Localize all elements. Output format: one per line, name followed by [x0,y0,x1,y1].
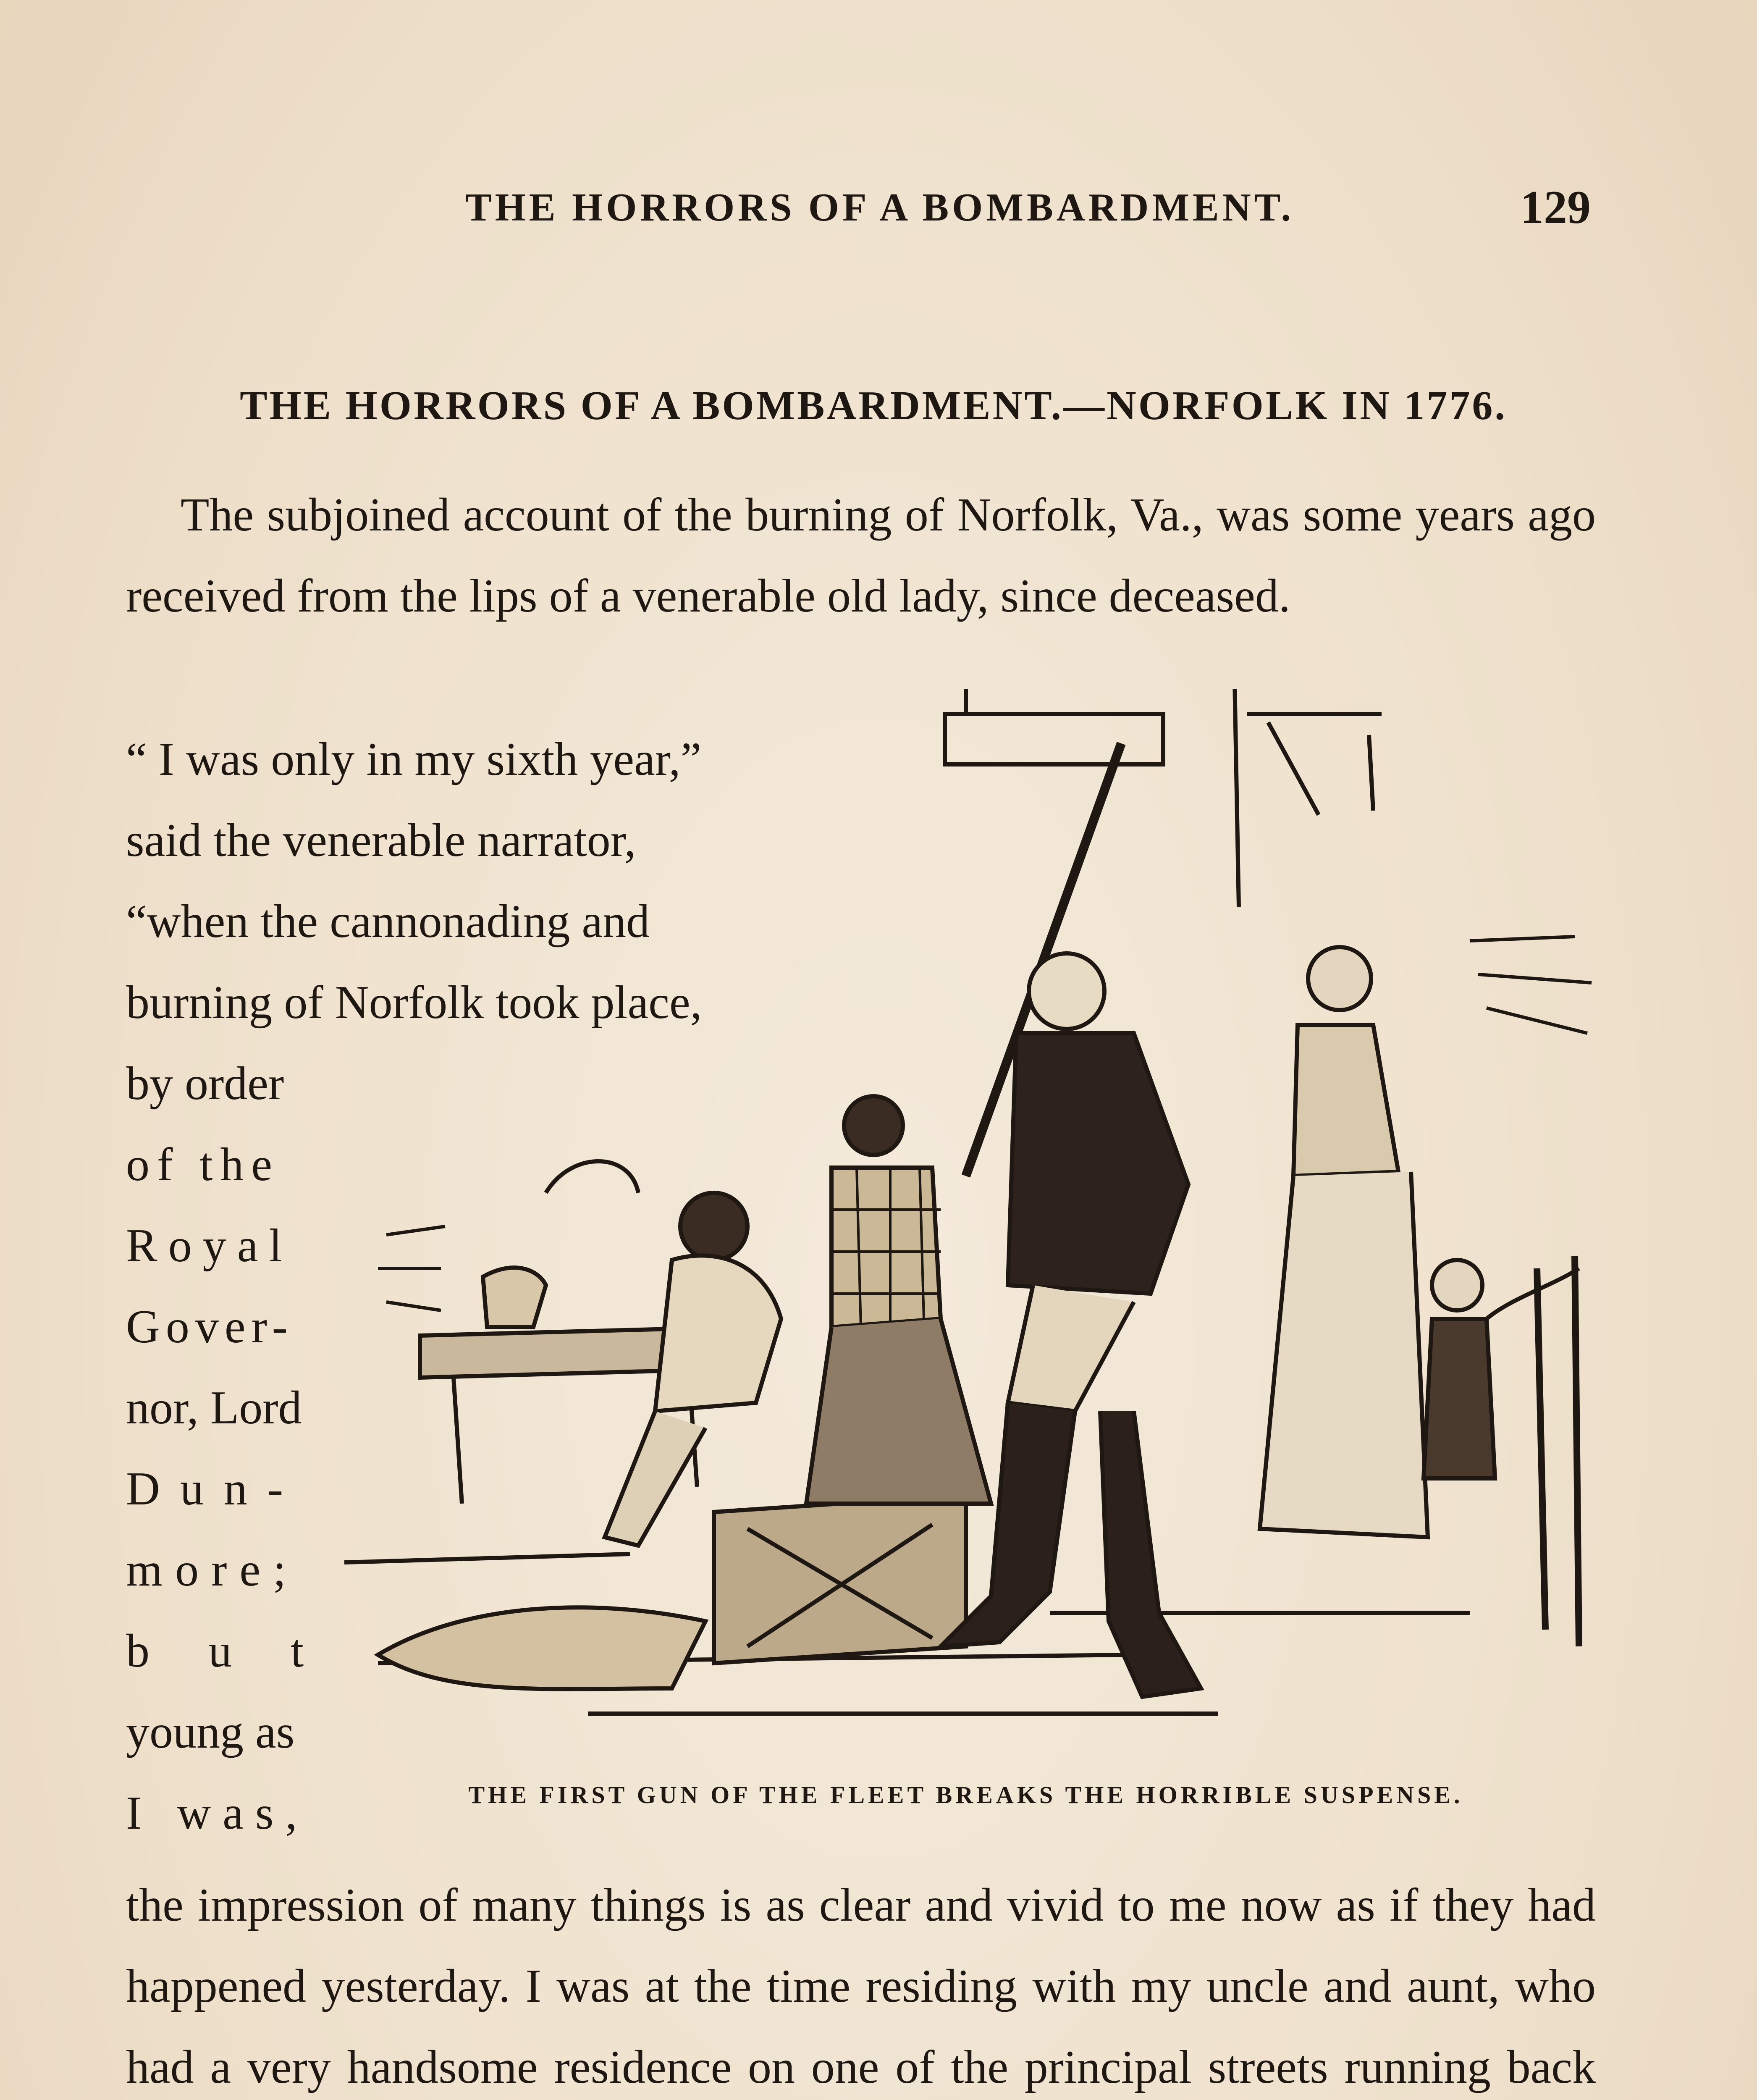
text-line: Gover- [126,1301,294,1353]
engraving-illustration [336,689,1604,1747]
text-line: Dun- [126,1463,304,1515]
text-line: by order [126,1058,284,1110]
intro-paragraph: The subjoined account of the burning of Norfolk, Va., was some years ago received from the lips of a venerable old lady, since deceased. [126,489,1596,622]
continuation-paragraph: the impression of many things is as clear and vivid to me now as if they had happened yesterday. I was at the time residing with my uncle and aunt, who had a very handsome residence on one of the principal streets running back [126,1879,1596,2093]
text-line: young as [126,1706,295,1758]
text-line: nor, Lord [126,1382,302,1434]
text-line: “ I was only in my sixth year,” [126,733,702,785]
illustration-caption: THE FIRST GUN OF THE FLEET BREAKS THE HORRIBLE SUSPENSE. [468,1781,1463,1809]
text-line: I was, [126,1787,309,1839]
page-number: 129 [1520,181,1591,234]
running-head: THE HORRORS OF A BOMBARDMENT. [465,186,1294,229]
text-line: burning of Norfolk took place, [126,976,702,1029]
text-line: Royal [126,1220,293,1272]
text-line: of the [126,1139,280,1191]
text-line: said the venerable narrator, [126,814,636,866]
text-line: but [126,1625,363,1677]
text-line: “when the cannonading and [126,895,650,948]
text-line: more; [126,1544,299,1596]
chapter-title: THE HORRORS OF A BOMBARDMENT.—NORFOLK IN 1776. [240,383,1507,428]
